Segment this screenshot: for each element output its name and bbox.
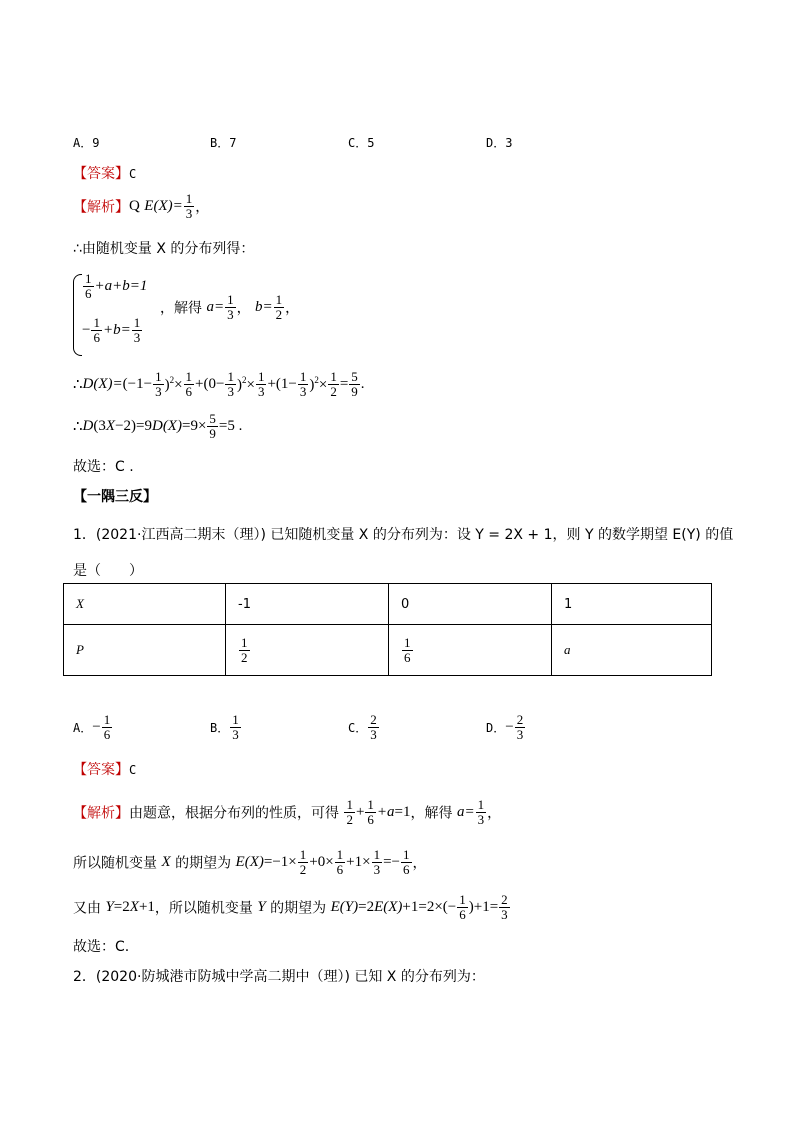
q1-choose: 故选：C . (73, 459, 134, 475)
answer-value: C (129, 167, 137, 181)
table-cell: -1 (226, 584, 389, 625)
analysis-text: 由题意，根据分布列的性质，可得 (129, 805, 339, 822)
section-heading: 【一隅三反】 (73, 489, 157, 505)
option-a: A．9 (73, 136, 100, 150)
table-cell: P (64, 625, 226, 676)
option-c: C．5 (348, 136, 375, 150)
q2-choose: 故选：C. (73, 939, 130, 955)
q2-y-line: 又由 Y=2X+1，所以随机变量 Y 的期望为 E(Y)=2E(X)+1=2×(− $\frac{1}{6}$ )+1= $\frac{2}{3}$ (73, 892, 508, 922)
answer-value: C (129, 763, 137, 777)
system-brace (73, 274, 82, 356)
table-cell: 1 (552, 584, 712, 625)
q2-stem-line2: 是（ ） (73, 563, 143, 579)
table-cell: $\frac{1}{6}$ (389, 625, 552, 676)
table-cell: $\frac{1}{2}$ (226, 625, 389, 676)
given-expectation: E(X)= (144, 198, 183, 214)
q2-option-d: D．− $\frac{2}{3}$ (486, 712, 524, 742)
system-eq1: $\frac{1}{6}$ +a+b=1 (85, 271, 148, 301)
table-cell: X (64, 584, 226, 625)
q2-option-b: B． $\frac{1}{3}$ (210, 712, 239, 742)
table-row (64, 584, 712, 625)
q2-option-c: C． $\frac{2}{3}$ (348, 712, 377, 742)
answer-line (73, 163, 136, 183)
answer-tag: 【答案】 (73, 762, 129, 778)
q2-analysis-line: 【解析】由题意，根据分布列的性质，可得 $\frac{1}{2}$ + $\frac{1}{6}$ +a=1，解得 a= $\frac{1}{3}$ ， (73, 797, 502, 827)
option-d: D．3 (486, 136, 513, 150)
analysis-lead: Q (129, 198, 140, 214)
step-intro: ∴由随机变量 X 的分布列得： (73, 241, 255, 257)
q2-answer-line (73, 759, 136, 779)
analysis-tag: 【解析】 (73, 805, 129, 822)
option-b: B．7 (210, 136, 237, 150)
table-row (64, 625, 712, 676)
given-fraction: $\frac{1}{3}$ (185, 191, 193, 221)
variance-line: ∴D(X)=(−1− $\frac{1}{3}$ )$^2$× $\frac{1}{6}$ +(0− $\frac{1}{3}$ )$^2$× $\frac{1}{3}$ +(1− $\frac{1}{3}$ )$^2$× $\frac{1}{2}$ = $\frac{5}{9}$ . (73, 369, 365, 399)
table-cell: 0 (389, 584, 552, 625)
q3-stem: 2．(2020·防城港市防城中学高二期中（理）) 已知 X 的分布列为： (73, 969, 485, 985)
answer-tag: 【答案】 (73, 166, 129, 182)
analysis-tag: 【解析】 (73, 199, 129, 216)
q2-stem-line1: 1．(2021·江西高二期末（理）) 已知随机变量 X 的分布列为：设 Y = 2X + 1，则 Y 的数学期望 E(Y) 的值 (73, 527, 734, 543)
table-cell: a (552, 625, 712, 676)
q2-expect-line: 所以随机变量 X 的期望为 E(X)=−1× $\frac{1}{2}$ +0× $\frac{1}{6}$ +1× $\frac{1}{3}$ =− $\frac{1}{6}$ ， (73, 847, 427, 877)
system-eq2: − $\frac{1}{6}$ +b= $\frac{1}{3}$ (82, 315, 141, 345)
variance2-line: ∴D(3X−2)=9D(X)=9× $\frac{5}{9}$ =5 . (73, 411, 243, 441)
q2-option-a: A．− $\frac{1}{6}$ (73, 712, 111, 742)
distribution-table (63, 583, 712, 676)
analysis-line: 【解析】Q E(X)= $\frac{1}{3}$ ， (73, 191, 210, 221)
system-solution: ，解得 a= $\frac{1}{3}$ ， b= $\frac{1}{2}$ ， (160, 292, 300, 322)
